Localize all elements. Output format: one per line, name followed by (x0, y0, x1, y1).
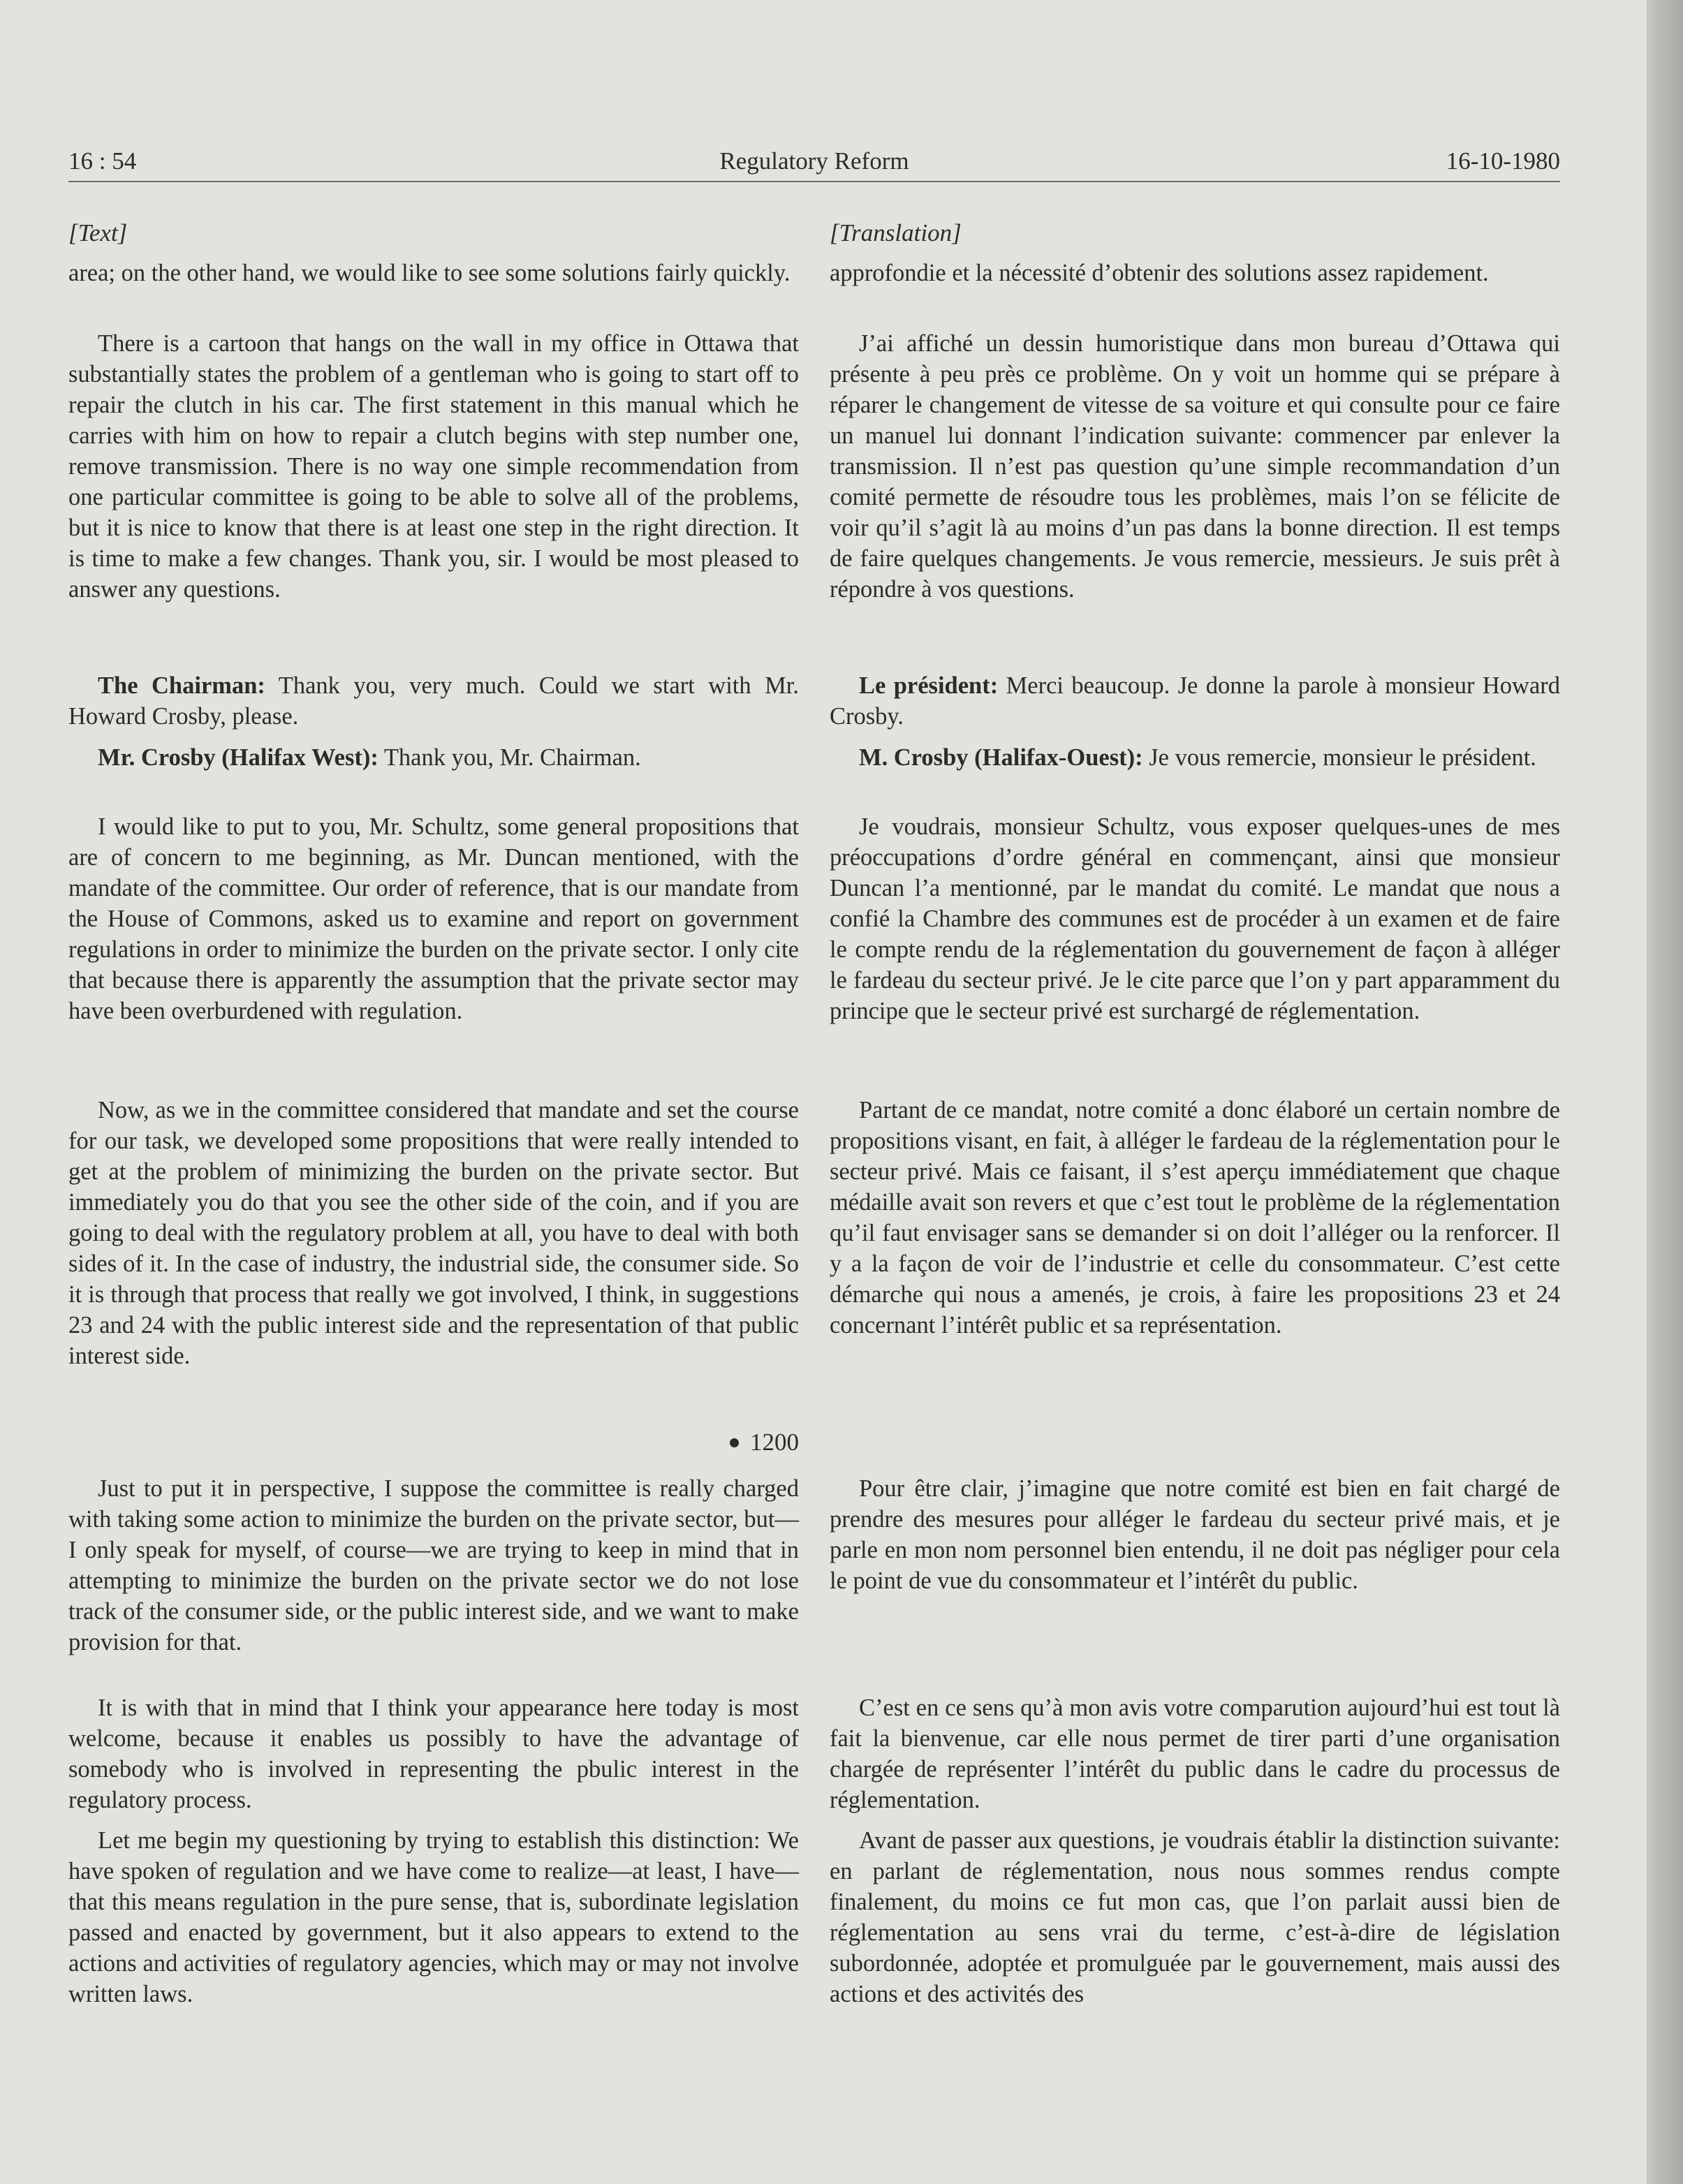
english-paragraph: area; on the other hand, we would like to see some solutions fairly quickly. (68, 260, 791, 286)
french-paragraph: J’ai affiché un dessin humoristique dans mon bureau d’Ottawa qui présente à peu près ce problème. On y voit un homme qui se prépare à réparer le changement de vitesse de sa voiture et qui consulte pour ce faire un manuel lui donnant l’indication suivante: commencer par enlever la transmission. Il n’est pas question qu’une simple recommandation d’un comité permette de résoudre tous les problèmes, mais l’on se félicite de voir qu’il s’agit là au moins d’un pas dans la bonne direction. Il est temps de faire quelques changements. Je vous remercie, messieurs. Je suis prêt à répondre à vos questions. (830, 330, 1560, 603)
french-paragraph: Avant de passer aux questions, je voudrais établir la distinction suivante: en parlant de réglementation, nous nous sommes rendus compte finalement, du moins ce fut mon cas, que l’on parlait aussi bien de réglementation au sens vrai du terme, c’est-à-dire de législation subordonnée, adoptée et promulguée par le gouvernement, mais aussi des actions et des activités des (830, 1827, 1560, 2007)
translation-label: [Translation] (830, 219, 962, 246)
french-paragraph: C’est en ce sens qu’à mon avis votre comparution aujourd’hui est tout là fait la bienvenue, car elle nous permet de tirer parti d’une organisation chargée de représenter l’intérêt du public dans le cadre du processus de réglementation. (830, 1695, 1560, 1813)
speaker-name: Le président: (859, 672, 999, 699)
french-paragraph: approfondie et la nécessité d’obtenir des solutions assez rapidement. (830, 260, 1489, 286)
english-paragraph: Now, as we in the committee considered that mandate and set the course for our task, we developed some propositions that were really intended to get at the problem of minimizing the burden on the private sector. But immediately you do that you see the other side of the coin, and if you are going to deal with the regulatory problem at all, you have to deal with both sides of it. In the case of industry, the industrial side, the consumer side. So it is through that process that really we got involved, I think, in suggestions 23 and 24 with the public interest side and the representation of that public interest side. (68, 1097, 799, 1369)
running-title: Regulatory Reform (719, 147, 909, 175)
speaker-name: Mr. Crosby (Halifax West): (98, 744, 379, 771)
english-paragraph: There is a cartoon that hangs on the wall in my office in Ottawa that substantially states the problem of a gentleman who is going to start off to repair the clutch in his car. The first statement in this manual which he carries with him on how to repair a clutch begins with step number one, remove transmission. There is no way one simple recommendation from one particular committee is going to be able to solve all of the problems, but it is nice to know that there is at least one step in the right direction. It is time to make a few changes. Thank you, sir. I would be most pleased to answer any questions. (68, 330, 799, 603)
crosby-remark-fr: M. Crosby (Halifax-Ouest): Je vous remercie, monsieur le président. (859, 744, 1536, 771)
header-date: 16-10-1980 (1446, 147, 1560, 175)
chairman-remark: The Chairman: Thank you, very much. Could we start with Mr. Howard Crosby, please. (68, 672, 799, 730)
english-paragraph: Just to put it in perspective, I suppose the committee is really charged with taking some action to minimize the burden on the private sector, but—I only speak for myself, of course—we are trying to keep in mind that in attempting to minimize the burden on the private sector we do not lose track of the consumer side, or the public interest side, and we want to make provision for that. (68, 1475, 799, 1655)
french-paragraph: Pour être clair, j’imagine que notre comité est bien en fait chargé de prendre des mesures pour alléger le fardeau du secteur privé mais, et je parle en mon nom personnel bien entendu, il ne doit pas négliger pour cela le point de vue du consommateur et l’intérêt du public. (830, 1475, 1560, 1594)
header-rule (68, 181, 1560, 182)
french-paragraph: Partant de ce mandat, notre comité a donc élaboré un certain nombre de propositions visant, en fait, à alléger le fardeau de la réglementation pour le secteur privé. Mais ce faisant, il s’est aperçu immédiatement que chaque médaille avait son revers et que c’est tout le problème de la réglementation qu’il faut envisager sans se demander si on doit l’alléger ou la renforcer. Il y a la façon de voir de l’industrie et celle du consommateur. C’est cette démarche qui nous a amenés, je crois, à faire les propositions 23 et 24 concernant l’intérêt public et sa représentation. (830, 1097, 1560, 1338)
speaker-name: The Chairman: (98, 672, 265, 699)
english-paragraph: Let me begin my questioning by trying to establish this distinction: We have spoken of regulation and we have come to realize—at least, I have—that this means regulation in the pure sense, that is, subordinate legislation passed and enacted by government, but it also appears to extend to the actions and activities of regulatory agencies, which may or may not involve written laws. (68, 1827, 799, 2007)
president-remark: Le président: Merci beaucoup. Je donne la parole à monsieur Howard Crosby. (830, 672, 1560, 730)
page-number: 16 : 54 (68, 147, 137, 175)
page-header (68, 144, 1560, 180)
time-marker: 1200 (730, 1427, 799, 1458)
english-paragraph: I would like to put to you, Mr. Schultz, some general propositions that are of concern to me beginning, as Mr. Duncan mentioned, with the mandate of the committee. Our order of reference, that is our mandate from the House of Commons, asked us to examine and report on government regulations in order to minimize the burden on the private sector. I only cite that because there is apparently the assumption that the private sector may have been overburdened with regulation. (68, 813, 799, 1024)
page-binding-edge (1647, 0, 1683, 2184)
bullet-icon (730, 1438, 739, 1447)
speaker-name: M. Crosby (Halifax-Ouest): (859, 744, 1143, 771)
text-label: [Text] (68, 219, 128, 246)
english-paragraph: It is with that in mind that I think your appearance here today is most welcome, because it enables us possibly to have the advantage of somebody who is involved in representing the pbulic interest in the regulatory process. (68, 1695, 799, 1813)
french-paragraph: Je voudrais, monsieur Schultz, vous exposer quelques-unes de mes préoccupations d’ordre général en commençant, ainsi que monsieur Duncan l’a mentionné, par le mandat du comité. Le mandat que nous a confié la Chambre des communes est de procéder à un examen et de faire le compte rendu de la réglementation du gouvernement de façon à alléger le fardeau du secteur privé. Je le cite parce que l’on y part apparamment du principe que le secteur privé est surchargé de réglementation. (830, 813, 1560, 1024)
crosby-remark: Mr. Crosby (Halifax West): Thank you, Mr. Chairman. (98, 744, 641, 771)
